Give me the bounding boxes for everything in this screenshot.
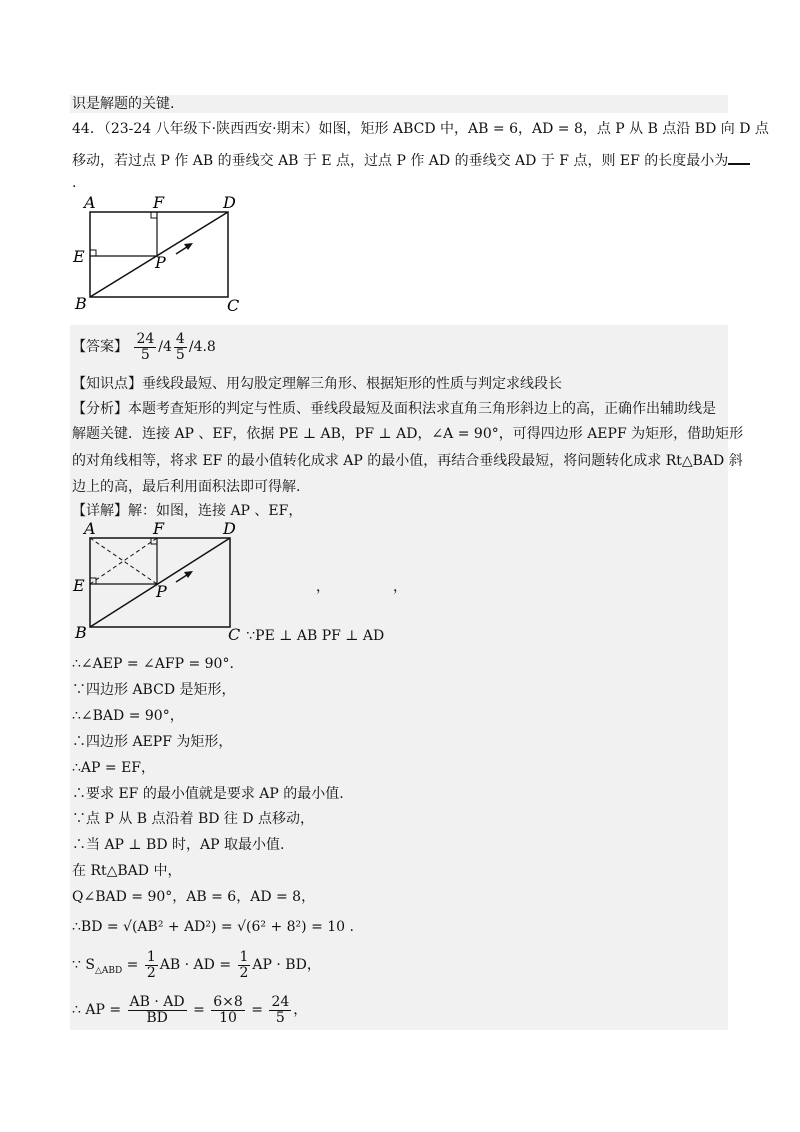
detail-text: 解：如图，连接 AP 、EF，: [128, 503, 303, 519]
step-13-post: AP · BD，: [252, 957, 321, 973]
step-13-pre: ∵ S: [72, 957, 95, 973]
comma-2: ，: [393, 579, 407, 595]
problem-line-3: .: [72, 175, 77, 191]
answer-blank: [728, 151, 750, 165]
analysis-text-1: 本题考查矩形的判定与性质、垂线段最短及面积法求直角三角形斜边上的高，正确作出辅助线是: [128, 401, 716, 417]
label-F: F: [153, 195, 165, 212]
step-13-mid: AB · AD =: [159, 957, 236, 973]
label-D: D: [223, 195, 236, 212]
step-11: Q∠BAD = 90°，AB = 6，AD = 8，: [72, 889, 316, 905]
step-14-frac-1: $\frac{AB \cdot AD}{BD}$: [129, 993, 185, 1026]
step-14-eq-1: =: [188, 1002, 210, 1018]
answer-mixed-whole: 4: [163, 339, 172, 355]
detail-tag: 【详解】: [72, 503, 128, 519]
step-14-post: ，: [293, 1002, 308, 1018]
step-5: ∴四边形 AEPF 为矩形，: [72, 734, 233, 750]
analysis-line-2: 解题关键．连接 AP 、EF，依据 PE ⊥ AB，PF ⊥ AD，∠A = 90°，可得四边形 AEPF 为矩形，借助矩形: [72, 426, 744, 442]
answer-sep-2: /: [188, 339, 194, 355]
label2-D: D: [223, 522, 236, 538]
label2-A: A: [84, 522, 96, 538]
step-13-sub: △ABD: [94, 965, 123, 976]
answer-sep-1: /: [158, 339, 163, 355]
problem-text-1: 如图，矩形 ABCD 中，AB = 6，AD = 8，点 P 从 B 点沿 BD 向 D 点: [318, 121, 769, 137]
label2-F: F: [153, 522, 165, 538]
step-14-pre: ∴ AP =: [72, 1002, 126, 1018]
answer-mixed-fraction: $\frac{4}{5}$: [175, 330, 185, 363]
problem-source: （23-24 八年级下·陕西西安·期末）: [103, 121, 319, 137]
step-9: ∴当 AP ⊥ BD 时，AP 取最小值.: [72, 837, 285, 853]
analysis-line-4: 边上的高，最后利用面积法即可得解.: [72, 479, 301, 495]
step-4: ∴∠BAD = 90°，: [72, 708, 184, 724]
step-8: ∵点 P 从 B 点沿着 BD 往 D 点移动，: [72, 811, 315, 827]
step-14: [72, 992, 307, 1028]
figure-rectangle-2: [70, 522, 245, 642]
comma-1: ，: [316, 579, 330, 595]
step-6: ∴AP = EF，: [72, 760, 156, 776]
step-7: ∴要求 EF 的最小值就是要求 AP 的最小值.: [72, 786, 344, 802]
label2-P: P: [156, 582, 167, 601]
step-2: ∴∠AEP = ∠AFP = 90°.: [72, 656, 234, 672]
problem-line-1: [72, 120, 769, 138]
step-13-eq: =: [122, 957, 143, 973]
answer-decimal: 4.8: [193, 339, 216, 355]
answer-tag: 【答案】: [72, 339, 128, 355]
step-3: ∵四边形 ABCD 是矩形，: [72, 682, 236, 698]
problem-line-2: [72, 151, 750, 170]
label-P: P: [155, 253, 166, 272]
step-1-row: [228, 626, 384, 645]
label2-E: E: [73, 576, 85, 595]
label-C: C: [227, 296, 240, 315]
knowledge-line: [72, 375, 562, 393]
step-14-eq-2: =: [246, 1002, 268, 1018]
analysis-line-1: [72, 400, 716, 418]
problem-number: 44．: [72, 121, 104, 137]
answer-fraction: $\frac{24}{5}$: [136, 330, 155, 363]
label2-B: B: [75, 623, 87, 642]
step-10: 在 Rt△BAD 中，: [72, 863, 182, 879]
label-A: A: [84, 195, 96, 212]
step-14-frac-2: $\frac{6\times 8}{10}$: [213, 993, 243, 1026]
problem-text-2: 移动，若过点 P 作 AB 的垂线交 AB 于 E 点，过点 P 作 AD 的垂线交 AD 于 F 点，则 EF 的长度最小为: [72, 153, 729, 169]
step-13: [72, 947, 321, 989]
step-1-label-C: C: [228, 625, 241, 644]
analysis-line-3: 的对角线相等，将求 EF 的最小值转化成求 AP 的最小值，再结合垂线段最短，将问题转化成求 Rt△BAD 斜: [72, 453, 743, 469]
answer-line: [72, 330, 216, 364]
detail-line: [72, 502, 302, 520]
top-line: 识是解题的关键.: [72, 96, 175, 112]
analysis-tag: 【分析】: [72, 401, 128, 417]
step-13-frac-1: $\frac{1}{2}$: [146, 948, 156, 981]
label-E: E: [73, 247, 85, 266]
step-12: ∴BD = √(AB² + AD²) = √(6² + 8²) = 10 .: [72, 919, 354, 935]
knowledge-text: 垂线段最短、用勾股定理解三角形、根据矩形的性质与判定求线段长: [142, 376, 562, 392]
step-1: ∵PE ⊥ AB PF ⊥ AD: [246, 628, 385, 644]
knowledge-tag: 【知识点】: [72, 376, 142, 392]
step-14-frac-3: $\frac{24}{5}$: [271, 993, 290, 1026]
figure-rectangle-1: [70, 195, 260, 320]
label-B: B: [75, 294, 87, 313]
step-13-frac-2: $\frac{1}{2}$: [239, 948, 249, 981]
